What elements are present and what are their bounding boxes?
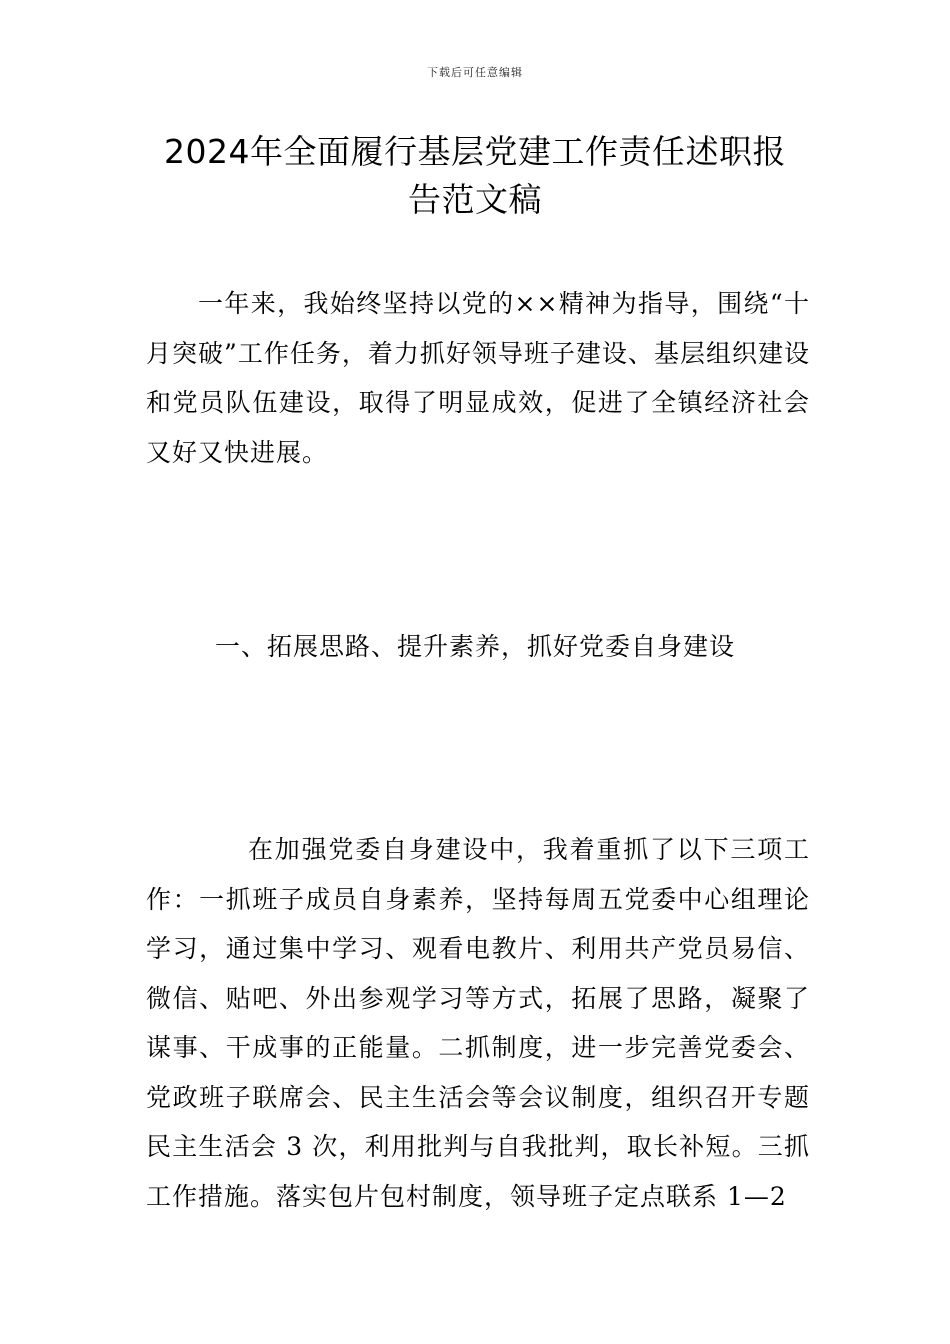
section-body-paragraph: 在加强党委自身建设中，我着重抓了以下三项工作：一抓班子成员自身素养，坚持每周五党委中心组理论学习，通过集中学习、观看电教片、利用共产党员易信、微信、贴吧、外出参观学习等方式，拓展了思路，凝聚了谋事、干成事的正能量。二抓制度，进一步完善党委会、党政班子联席会、民主生活会等会议制度，组织召开专题民主生活会 3 次，利用批判与自我批判，取长补短。三抓工作措施。落实包片包村制度，领导班子定点联系 1—2 <box>146 835 810 1211</box>
section-heading: 一、拓展思路、提升素养，抓好党委自身建设 <box>214 632 735 661</box>
document-title <box>0 128 950 224</box>
intro-paragraph: 一年来，我始终坚持以党的××精神为指导，围绕“十月突破”工作任务，着力抓好领导班子建设、基层组织建设和党员队伍建设，取得了明显成效，促进了全镇经济社会又好又快进展。 <box>146 289 810 467</box>
title-line-2: 告范文稿 <box>408 180 542 219</box>
title-line-1: 2024年全面履行基层党建工作责任述职报 <box>164 132 786 171</box>
page-header-note: 下载后可任意编辑 <box>427 66 523 79</box>
